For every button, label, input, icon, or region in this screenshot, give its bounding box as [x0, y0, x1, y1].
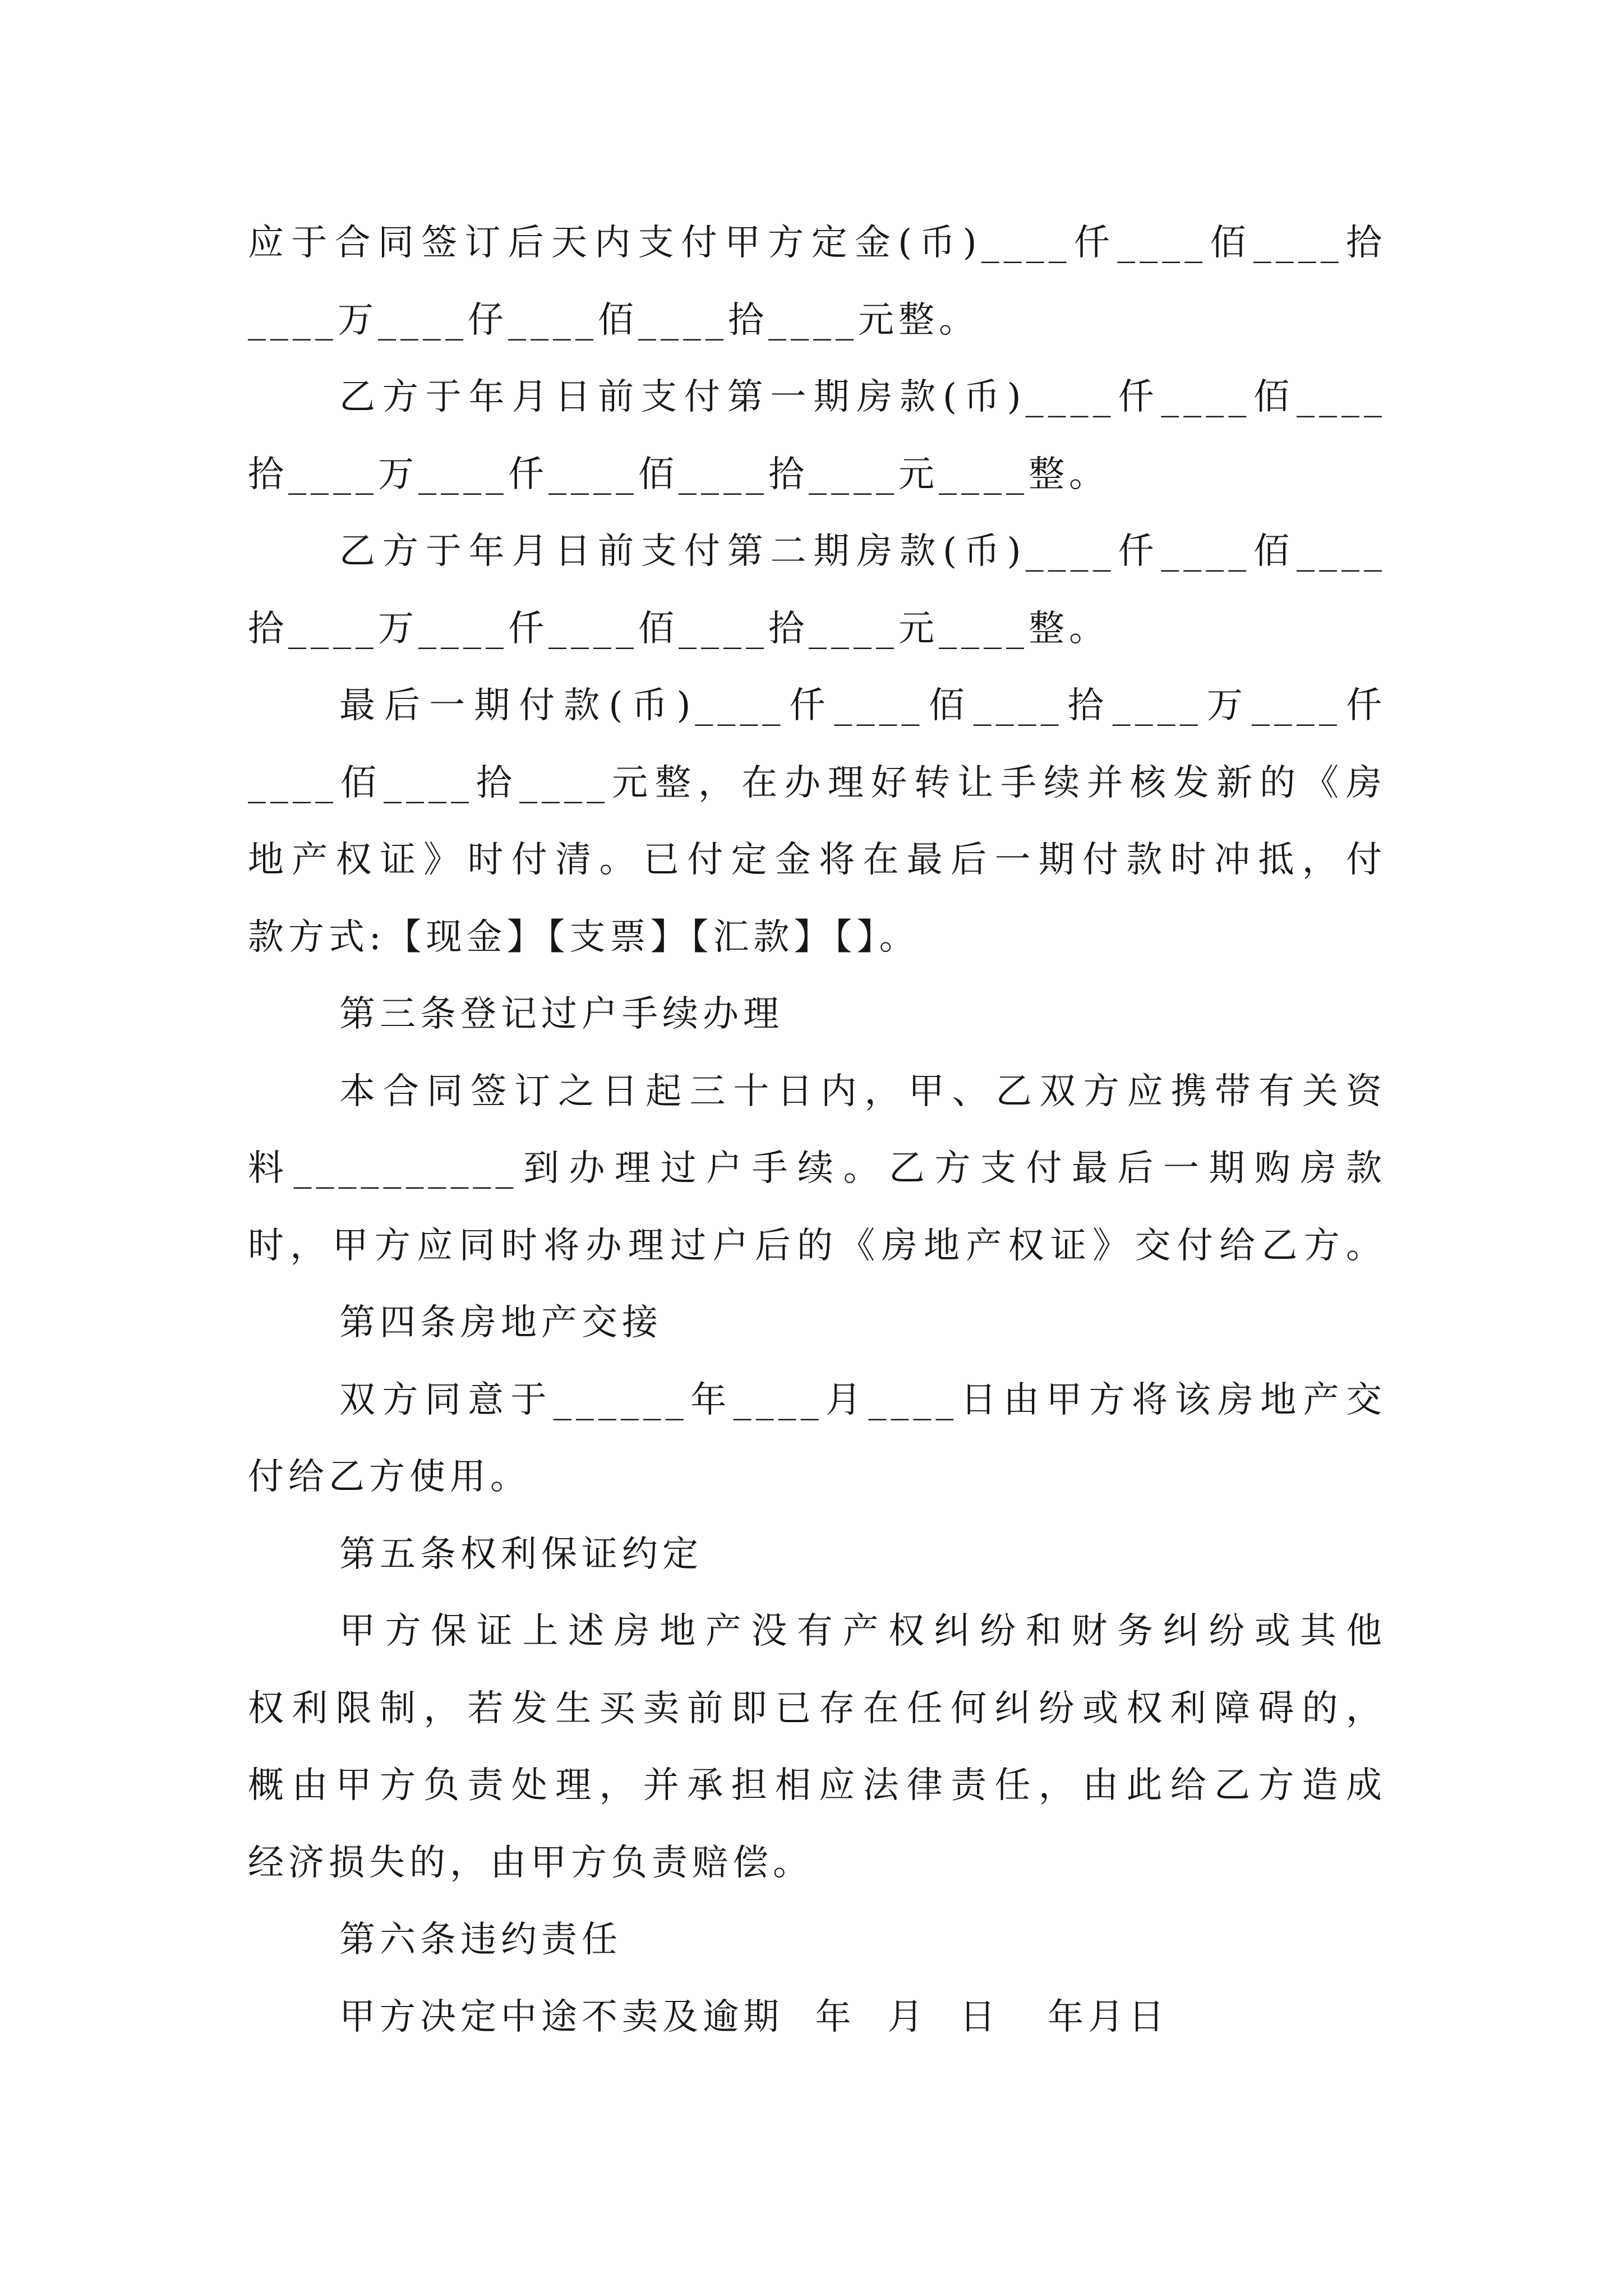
final-payment-line: 最后一期付款(币)____仟____佰____拾____万____仟	[339, 685, 1386, 726]
article-5-text-line: 概由甲方负责处理，并承担相应法律责任，由此给乙方造成	[248, 1765, 1386, 1806]
article-5-text-line: 甲方保证上述房地产没有产权纠纷和财务纠纷或其他	[339, 1611, 1386, 1652]
contract-body	[248, 205, 1386, 2056]
deposit-payment-line: 应于合同签订后天内支付甲方定金(币)____仟____佰____拾	[248, 222, 1386, 264]
deposit-amount-line: ____万____仔____佰____拾____元整。	[248, 299, 979, 341]
article-6-heading: 第六条违约责任	[339, 1919, 622, 1961]
article-3-text-line: 时，甲方应同时将办理过户后的《房地产权证》交付给乙方。	[248, 1225, 1386, 1267]
article-5-heading: 第五条权利保证约定	[339, 1533, 703, 1575]
article-6-text-line: 甲方决定中途不卖及逾期 年 月 日 年月日	[339, 1996, 1169, 2038]
second-installment-line: 乙方于年月日前支付第二期房款(币)____仟____佰____	[339, 531, 1386, 572]
article-3-text-line: 本合同签订之日起三十日内，甲、乙双方应携带有关资	[339, 1070, 1386, 1112]
article-5-text-line: 经济损失的，由甲方负责赔偿。	[248, 1842, 813, 1884]
final-payment-text-line: 地产权证》时付清。已付定金将在最后一期付款时冲抵，付	[248, 839, 1386, 881]
article-3-heading: 第三条登记过户手续办理	[339, 993, 783, 1035]
article-4-text-line: 双方同意于______年____月____日由甲方将该房地产交	[339, 1379, 1386, 1421]
first-installment-amount-line: 拾____万____仟____佰____拾____元____整。	[248, 453, 1109, 495]
article-4-text-line: 付给乙方使用。	[248, 1456, 531, 1498]
final-payment-text-line: ____佰____拾____元整，在办理好转让手续并核发新的《房	[248, 762, 1386, 804]
payment-method-line: 款方式:【现金】【支票】【汇款】【】。	[248, 916, 920, 958]
second-installment-amount-line: 拾____万____仟____佰____拾____元____整。	[248, 608, 1109, 650]
article-4-heading: 第四条房地产交接	[339, 1302, 662, 1343]
first-installment-line: 乙方于年月日前支付第一期房款(币)____仟____佰____	[339, 376, 1386, 418]
article-3-text-line: 料__________到办理过户手续。乙方支付最后一期购房款	[248, 1148, 1386, 1189]
article-5-text-line: 权利限制，若发生买卖前即已存在任何纠纷或权利障碍的，	[248, 1687, 1386, 1729]
